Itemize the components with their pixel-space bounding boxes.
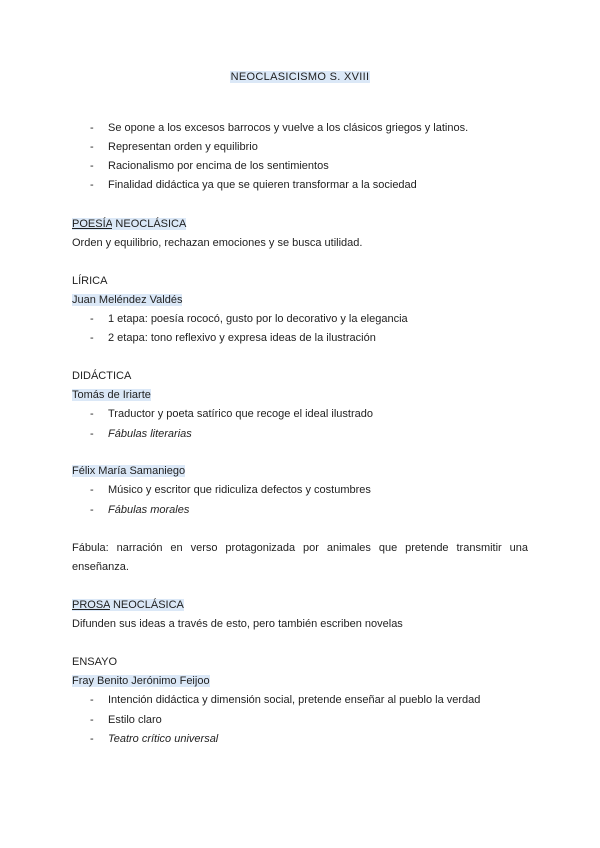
bullet-dash: - [90,179,94,191]
bullet-dash: - [90,714,94,726]
prosa-heading [72,598,184,612]
samaniego-work: Fábulas morales [108,504,190,516]
iriarte-work: Fábulas literarias [108,428,192,440]
bullet-dash: - [90,141,94,153]
feijoo-name: Fray Benito Jerónimo Feijoo [72,675,210,687]
ensayo-heading: ENSAYO [72,656,118,668]
ensayo-bullet: Estilo claro [108,714,162,726]
page-title [0,70,600,84]
bullet-dash: - [90,428,94,440]
ensayo-author [72,674,210,688]
bullet-dash: - [90,484,94,496]
bullet-dash: - [90,733,94,745]
ensayo-work: Teatro crítico universal [108,733,219,745]
ensayo-bullet: Intención didáctica y dimensión social, pretende enseñar al pueblo la verdad [108,694,481,706]
samaniego-name: Félix María Samaniego [72,465,186,477]
prosa-heading-rest: NEOCLÁSICA [109,599,184,611]
samaniego-bullet: Músico y escritor que ridiculiza defectos y costumbres [108,484,371,496]
bullet-dash: - [90,122,94,134]
fabula-definition [72,539,528,577]
intro-bullet: Representan orden y equilibrio [108,141,258,153]
lirica-bullet: 2 etapa: tono reflexivo y expresa ideas de la ilustración [108,332,376,344]
lirica-author [72,293,182,307]
page-title-text: NEOCLASICISMO S. XVIII [230,71,370,83]
iriarte-bullet: Traductor y poeta satírico que recoge el ideal ilustrado [108,408,373,420]
intro-bullet: Se opone a los excesos barrocos y vuelve a los clásicos griegos y latinos. [108,122,469,134]
fabula-text: Fábula: narración en verso protagonizada por animales que pretende transmitir una enseñanza. [72,542,528,573]
poesia-heading [72,217,186,231]
bullet-dash: - [90,332,94,344]
poesia-heading-rest: NEOCLÁSICA [112,218,187,230]
bullet-dash: - [90,504,94,516]
intro-bullet: Racionalismo por encima de los sentimientos [108,160,329,172]
didactica-author-samaniego [72,464,185,478]
poesia-text: Orden y equilibrio, rechazan emociones y se busca utilidad. [72,237,363,249]
bullet-dash: - [90,313,94,325]
didactica-author-iriarte [72,388,151,402]
prosa-text: Difunden sus ideas a través de esto, pero también escriben novelas [72,618,403,630]
intro-bullet: Finalidad didáctica ya que se quieren transformar a la sociedad [108,179,417,191]
poesia-heading-underlined: POESÍA [72,218,113,230]
lirica-heading: LÍRICA [72,275,108,287]
prosa-heading-underlined: PROSA [72,599,110,611]
bullet-dash: - [90,694,94,706]
didactica-heading: DIDÁCTICA [72,370,132,382]
iriarte-name: Tomás de Iriarte [72,389,151,401]
bullet-dash: - [90,160,94,172]
lirica-bullet: 1 etapa: poesía rococó, gusto por lo decorativo y la elegancia [108,313,408,325]
lirica-author-text: Juan Meléndez Valdés [72,294,183,306]
bullet-dash: - [90,408,94,420]
